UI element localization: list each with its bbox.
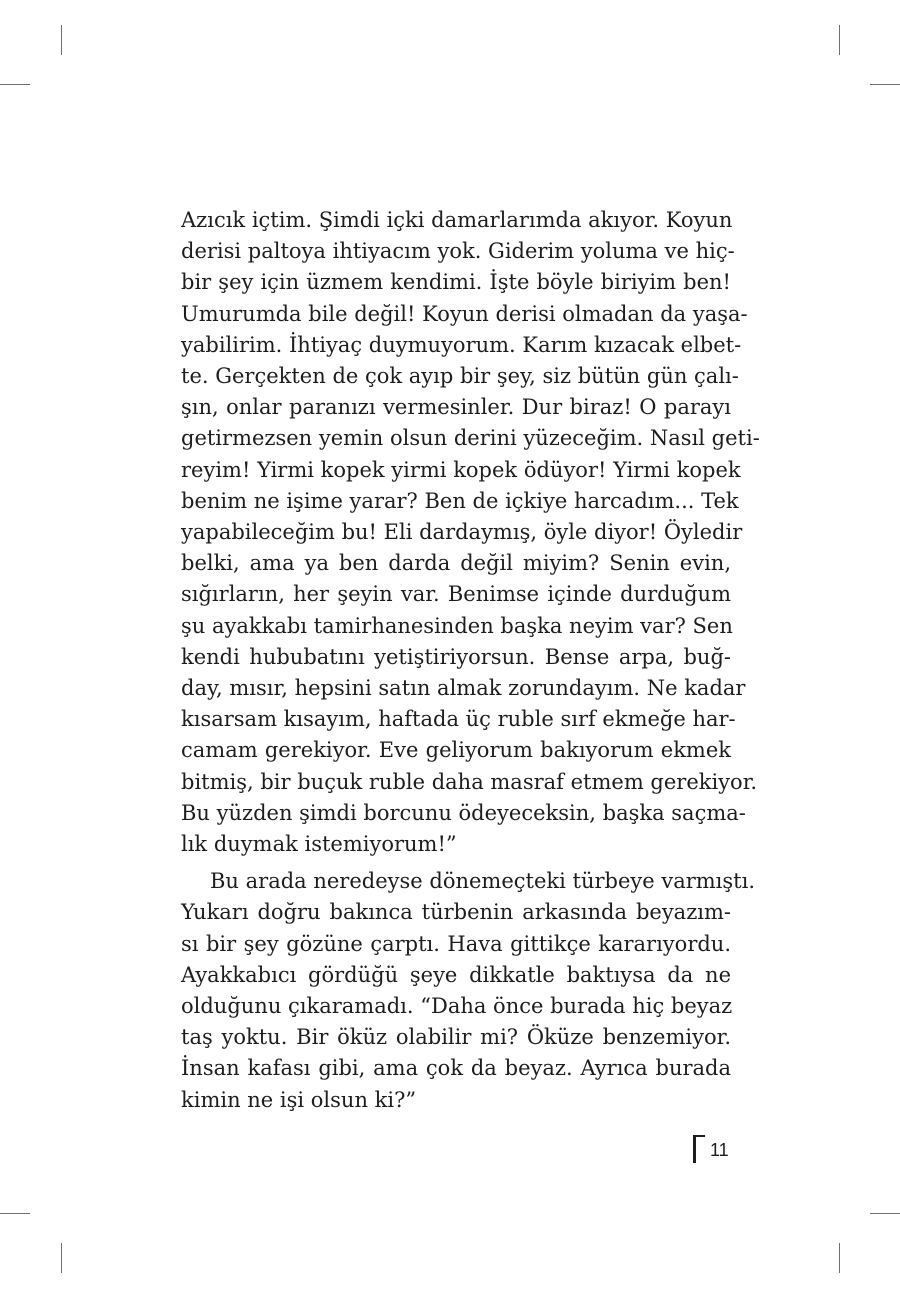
text-line: te. Gerçekten de çok ayıp bir şey, siz bütün gün çalı- [181,364,739,389]
text-line: kendi hububatını yetiştiriyorsun. Bense arpa, buğ- [181,644,731,669]
text-line: Azıcık içtim. Şimdi içki damarlarımda akıyor. Koyun [181,208,733,232]
text-line: derisi paltoya ihtiyacım yok. Giderim yoluma ve hiç- [181,239,735,264]
text-line: reyim! Yirmi kopek yirmi kopek ödüyor! Yirmi kopek [181,457,741,482]
crop-mark-top-right-vertical [839,25,840,55]
text-line: şın, onlar paranızı vermesinler. Dur biraz! O parayı [181,395,731,420]
text-line: camam gerekiyor. Eve geliyorum bakıyorum ekmek [181,738,731,763]
crop-mark-top-left-horizontal [0,84,30,85]
text-line: day, mısır, hepsini satın almak zorundayım. Ne kadar [181,676,746,701]
crop-mark-bottom-right-vertical [839,1243,840,1273]
page-number-rule-top [693,1135,705,1137]
text-line: Bu arada neredeyse dönemeçteki türbeye varmıştı. [210,869,756,894]
text-line: taş yoktu. Bir öküz olabilir mi? Öküze benzemiyor. [181,1025,731,1050]
text-line: belki, ama ya ben darda değil miyim? Senin evin, [181,551,731,576]
page-number: 11 [710,1139,729,1160]
paragraph-2 [181,866,756,1116]
crop-mark-top-left-vertical [61,25,62,55]
text-line: sığırların, her şeyin var. Benimse içinde durduğum [181,582,731,607]
crop-mark-bottom-right-horizontal [870,1213,900,1214]
text-line: Ayakkabıcı gördüğü şeye dikkatle baktıysa da ne [181,962,731,987]
text-line: sı bir şey gözüne çarptı. Hava gittikçe kararıyordu. [181,931,731,956]
crop-mark-bottom-left-vertical [61,1243,62,1273]
text-line: Yukarı doğru bakınca türbenin arkasında beyazım- [181,900,731,925]
text-line: şu ayakkabı tamirhanesinden başka neyim var? Sen [181,613,733,638]
text-line: kimin ne işi olsun ki?” [181,1087,417,1112]
text-line: Umurumda bile değil! Koyun derisi olmadan da yaşa- [181,301,748,326]
text-line: getirmezsen yemin olsun derini yüzeceğim. Nasıl geti- [181,426,760,451]
crop-mark-top-right-horizontal [870,84,900,85]
text-line: yapabileceğim bu! Eli dardaymış, öyle diyor! Öyledir [181,520,743,545]
text-line: olduğunu çıkaramadı. “Daha önce burada hiç beyaz [181,994,733,1019]
crop-mark-bottom-left-horizontal [0,1213,30,1214]
text-line: bitmiş, bir buçuk ruble daha masraf etmem gerekiyor. [181,769,758,794]
text-line: bir şey için üzmem kendimi. İşte böyle biriyim ben! [181,270,731,295]
text-line: İnsan kafası gibi, ama çok da beyaz. Ayrıca burada [181,1056,731,1081]
paragraph-1 [181,205,760,860]
body-text [181,205,760,1116]
text-line: kısarsam kısayım, haftada üç ruble sırf ekmeğe har- [181,707,736,732]
text-line: lık duymak istemiyorum!” [181,832,457,857]
page-number-area [693,1135,729,1165]
text-line: benim ne işime yarar? Ben de içkiye harcadım... Tek [181,488,739,513]
text-line: Bu yüzden şimdi borcunu ödeyeceksin, başka saçma- [181,800,746,825]
page-number-rule [693,1137,696,1163]
text-line: yabilirim. İhtiyaç duymuyorum. Karım kızacak elbet- [181,332,742,357]
